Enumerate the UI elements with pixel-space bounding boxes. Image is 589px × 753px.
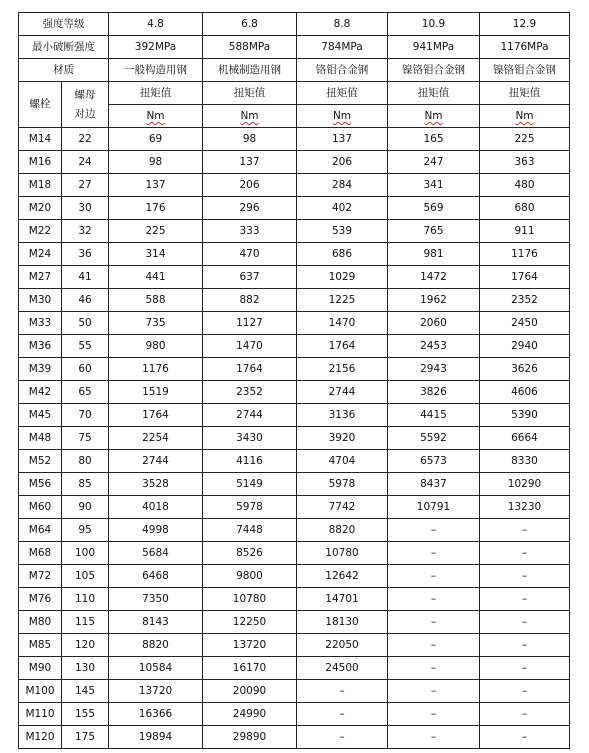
- torque-12-9-cell: –: [480, 680, 570, 703]
- torque-8-8-cell: 539: [297, 220, 388, 243]
- strength-cell: 1176MPa: [480, 36, 570, 59]
- table-row: [19, 404, 570, 427]
- nut-size-cell: 110: [62, 588, 109, 611]
- torque-12-9-cell: 363: [480, 151, 570, 174]
- torque-4-8-cell: 2744: [109, 450, 203, 473]
- torque-10-9-cell: 4415: [388, 404, 480, 427]
- torque-4-8-cell: 1519: [109, 381, 203, 404]
- material-label: 材质: [19, 59, 109, 82]
- torque-6-8-cell: 98: [203, 128, 297, 151]
- torque-4-8-cell: 225: [109, 220, 203, 243]
- nut-size-cell: 22: [62, 128, 109, 151]
- material-cell: 一般构造用钢: [109, 59, 203, 82]
- bolt-size-cell: M14: [19, 128, 62, 151]
- nut-size-cell: 50: [62, 312, 109, 335]
- bolt-size-cell: M24: [19, 243, 62, 266]
- torque-10-9-cell: 3826: [388, 381, 480, 404]
- torque-10-9-cell: 247: [388, 151, 480, 174]
- material-cell: 铬钼合金钢: [297, 59, 388, 82]
- table-row: [19, 243, 570, 266]
- torque-4-8-cell: 13720: [109, 680, 203, 703]
- torque-4-8-cell: 441: [109, 266, 203, 289]
- torque-12-9-cell: –: [480, 703, 570, 726]
- table-row: [19, 266, 570, 289]
- torque-8-8-cell: 1029: [297, 266, 388, 289]
- torque-6-8-cell: 7448: [203, 519, 297, 542]
- torque-10-9-cell: –: [388, 726, 480, 749]
- grade-cell: 4.8: [109, 13, 203, 36]
- torque-12-9-cell: 13230: [480, 496, 570, 519]
- torque-10-9-cell: 569: [388, 197, 480, 220]
- torque-8-8-cell: 3136: [297, 404, 388, 427]
- torque-6-8-cell: 1764: [203, 358, 297, 381]
- nut-size-cell: 155: [62, 703, 109, 726]
- torque-4-8-cell: 8820: [109, 634, 203, 657]
- nut-size-cell: 24: [62, 151, 109, 174]
- min-strength-label: 最小破断强度: [19, 36, 109, 59]
- table-row: [19, 726, 570, 749]
- torque-10-9-cell: 341: [388, 174, 480, 197]
- torque-8-8-cell: 1470: [297, 312, 388, 335]
- torque-6-8-cell: 2352: [203, 381, 297, 404]
- nut-size-cell: 65: [62, 381, 109, 404]
- bolt-size-cell: M80: [19, 611, 62, 634]
- torque-10-9-cell: 1472: [388, 266, 480, 289]
- nut-size-cell: 30: [62, 197, 109, 220]
- torque-4-8-cell: 16366: [109, 703, 203, 726]
- bolt-label: 螺栓: [19, 82, 62, 128]
- torque-12-9-cell: –: [480, 565, 570, 588]
- torque-label-row: [19, 82, 570, 105]
- torque-6-8-cell: 1470: [203, 335, 297, 358]
- torque-10-9-cell: 10791: [388, 496, 480, 519]
- bolt-size-cell: M27: [19, 266, 62, 289]
- strength-row: [19, 36, 570, 59]
- torque-4-8-cell: 1176: [109, 358, 203, 381]
- strength-cell: 588MPa: [203, 36, 297, 59]
- material-cell: 镍铬钼合金钢: [388, 59, 480, 82]
- grade-cell: 8.8: [297, 13, 388, 36]
- bolt-size-cell: M90: [19, 657, 62, 680]
- table-row: [19, 427, 570, 450]
- bolt-size-cell: M60: [19, 496, 62, 519]
- bolt-size-cell: M72: [19, 565, 62, 588]
- torque-12-9-cell: 2352: [480, 289, 570, 312]
- torque-10-9-cell: –: [388, 519, 480, 542]
- bolt-size-cell: M76: [19, 588, 62, 611]
- torque-10-9-cell: 2453: [388, 335, 480, 358]
- nut-size-cell: 27: [62, 174, 109, 197]
- torque-10-9-cell: –: [388, 611, 480, 634]
- torque-6-8-cell: 5978: [203, 496, 297, 519]
- torque-8-8-cell: 22050: [297, 634, 388, 657]
- grade-cell: 10.9: [388, 13, 480, 36]
- table-row: [19, 128, 570, 151]
- torque-4-8-cell: 4998: [109, 519, 203, 542]
- torque-6-8-cell: 10780: [203, 588, 297, 611]
- table-row: [19, 542, 570, 565]
- torque-4-8-cell: 314: [109, 243, 203, 266]
- torque-10-9-cell: 1962: [388, 289, 480, 312]
- grade-row: [19, 13, 570, 36]
- torque-8-8-cell: 2744: [297, 381, 388, 404]
- bolt-size-cell: M42: [19, 381, 62, 404]
- torque-10-9-cell: 2060: [388, 312, 480, 335]
- strength-cell: 784MPa: [297, 36, 388, 59]
- torque-10-9-cell: 5592: [388, 427, 480, 450]
- torque-6-8-cell: 333: [203, 220, 297, 243]
- table-row: [19, 634, 570, 657]
- unit-cell: [388, 105, 480, 128]
- nut-size-cell: 130: [62, 657, 109, 680]
- table-row: [19, 174, 570, 197]
- torque-12-9-cell: 4606: [480, 381, 570, 404]
- torque-12-9-cell: –: [480, 542, 570, 565]
- torque-6-8-cell: 8526: [203, 542, 297, 565]
- torque-8-8-cell: 10780: [297, 542, 388, 565]
- table-row: [19, 473, 570, 496]
- torque-12-9-cell: –: [480, 726, 570, 749]
- torque-12-9-cell: 680: [480, 197, 570, 220]
- bolt-size-cell: M30: [19, 289, 62, 312]
- table-row: [19, 496, 570, 519]
- torque-10-9-cell: 765: [388, 220, 480, 243]
- nut-size-cell: 70: [62, 404, 109, 427]
- torque-8-8-cell: 284: [297, 174, 388, 197]
- torque-4-8-cell: 2254: [109, 427, 203, 450]
- torque-8-8-cell: 18130: [297, 611, 388, 634]
- torque-8-8-cell: –: [297, 703, 388, 726]
- torque-label: 扭矩值: [388, 82, 480, 105]
- torque-10-9-cell: –: [388, 634, 480, 657]
- bolt-size-cell: M16: [19, 151, 62, 174]
- table-row: [19, 381, 570, 404]
- nut-size-cell: 85: [62, 473, 109, 496]
- strength-cell: 941MPa: [388, 36, 480, 59]
- table-row: [19, 151, 570, 174]
- bolt-size-cell: M45: [19, 404, 62, 427]
- strength-cell: 392MPa: [109, 36, 203, 59]
- torque-12-9-cell: –: [480, 588, 570, 611]
- table-row: [19, 588, 570, 611]
- unit-cell: [203, 105, 297, 128]
- torque-4-8-cell: 980: [109, 335, 203, 358]
- nut-size-cell: 100: [62, 542, 109, 565]
- nut-size-cell: 75: [62, 427, 109, 450]
- table-row: [19, 703, 570, 726]
- torque-12-9-cell: 225: [480, 128, 570, 151]
- torque-6-8-cell: 1127: [203, 312, 297, 335]
- torque-12-9-cell: 3626: [480, 358, 570, 381]
- torque-6-8-cell: 5149: [203, 473, 297, 496]
- torque-label: 扭矩值: [109, 82, 203, 105]
- torque-8-8-cell: 12642: [297, 565, 388, 588]
- table-row: [19, 197, 570, 220]
- torque-6-8-cell: 637: [203, 266, 297, 289]
- nut-size-cell: 175: [62, 726, 109, 749]
- unit-cell: [480, 105, 570, 128]
- torque-4-8-cell: 4018: [109, 496, 203, 519]
- nut-size-cell: 105: [62, 565, 109, 588]
- bolt-size-cell: M48: [19, 427, 62, 450]
- torque-8-8-cell: 7742: [297, 496, 388, 519]
- table-row: [19, 358, 570, 381]
- torque-6-8-cell: 24990: [203, 703, 297, 726]
- bolt-size-cell: M110: [19, 703, 62, 726]
- nut-size-cell: 90: [62, 496, 109, 519]
- torque-4-8-cell: 137: [109, 174, 203, 197]
- torque-8-8-cell: 3920: [297, 427, 388, 450]
- torque-4-8-cell: 588: [109, 289, 203, 312]
- torque-12-9-cell: 10290: [480, 473, 570, 496]
- torque-4-8-cell: 6468: [109, 565, 203, 588]
- nut-size-cell: 32: [62, 220, 109, 243]
- torque-label: 扭矩值: [480, 82, 570, 105]
- torque-4-8-cell: 3528: [109, 473, 203, 496]
- torque-10-9-cell: –: [388, 657, 480, 680]
- torque-12-9-cell: 6664: [480, 427, 570, 450]
- torque-8-8-cell: 5978: [297, 473, 388, 496]
- unit-label: Nm: [146, 109, 165, 122]
- torque-4-8-cell: 735: [109, 312, 203, 335]
- torque-6-8-cell: 20090: [203, 680, 297, 703]
- torque-8-8-cell: 1225: [297, 289, 388, 312]
- bolt-size-cell: M100: [19, 680, 62, 703]
- nut-size-cell: 145: [62, 680, 109, 703]
- bolt-size-cell: M52: [19, 450, 62, 473]
- torque-10-9-cell: –: [388, 588, 480, 611]
- torque-10-9-cell: 6573: [388, 450, 480, 473]
- torque-12-9-cell: 480: [480, 174, 570, 197]
- torque-6-8-cell: 2744: [203, 404, 297, 427]
- torque-4-8-cell: 176: [109, 197, 203, 220]
- torque-4-8-cell: 98: [109, 151, 203, 174]
- torque-10-9-cell: –: [388, 680, 480, 703]
- unit-label: Nm: [240, 109, 259, 122]
- torque-12-9-cell: –: [480, 519, 570, 542]
- torque-label: 扭矩值: [297, 82, 388, 105]
- material-cell: 镍铬钼合金钢: [480, 59, 570, 82]
- torque-8-8-cell: 14701: [297, 588, 388, 611]
- grade-label: 强度等级: [19, 13, 109, 36]
- torque-8-8-cell: 686: [297, 243, 388, 266]
- torque-4-8-cell: 19894: [109, 726, 203, 749]
- bolt-size-cell: M36: [19, 335, 62, 358]
- bolt-size-cell: M18: [19, 174, 62, 197]
- torque-12-9-cell: –: [480, 657, 570, 680]
- torque-8-8-cell: 24500: [297, 657, 388, 680]
- torque-8-8-cell: 137: [297, 128, 388, 151]
- torque-12-9-cell: 2940: [480, 335, 570, 358]
- torque-10-9-cell: 165: [388, 128, 480, 151]
- nut-size-cell: 115: [62, 611, 109, 634]
- nut-size-cell: 120: [62, 634, 109, 657]
- bolt-size-cell: M20: [19, 197, 62, 220]
- unit-cell: [109, 105, 203, 128]
- bolt-size-cell: M85: [19, 634, 62, 657]
- torque-6-8-cell: 3430: [203, 427, 297, 450]
- torque-8-8-cell: 2156: [297, 358, 388, 381]
- torque-6-8-cell: 4116: [203, 450, 297, 473]
- bolt-size-cell: M56: [19, 473, 62, 496]
- nut-size-cell: 55: [62, 335, 109, 358]
- table-row: [19, 220, 570, 243]
- torque-6-8-cell: 29890: [203, 726, 297, 749]
- nut-label-line2: 对边: [74, 107, 96, 120]
- torque-4-8-cell: 1764: [109, 404, 203, 427]
- torque-8-8-cell: 402: [297, 197, 388, 220]
- torque-12-9-cell: 8330: [480, 450, 570, 473]
- torque-4-8-cell: 8143: [109, 611, 203, 634]
- nut-size-cell: 60: [62, 358, 109, 381]
- unit-label: Nm: [515, 109, 534, 122]
- torque-6-8-cell: 470: [203, 243, 297, 266]
- torque-12-9-cell: 911: [480, 220, 570, 243]
- torque-8-8-cell: 1764: [297, 335, 388, 358]
- torque-10-9-cell: 2943: [388, 358, 480, 381]
- nut-size-cell: 80: [62, 450, 109, 473]
- torque-6-8-cell: 13720: [203, 634, 297, 657]
- torque-12-9-cell: 1176: [480, 243, 570, 266]
- table-row: [19, 611, 570, 634]
- torque-table: [18, 12, 570, 749]
- table-row: [19, 450, 570, 473]
- bolt-size-cell: M68: [19, 542, 62, 565]
- nut-size-cell: 46: [62, 289, 109, 312]
- table-row: [19, 565, 570, 588]
- torque-label: 扭矩值: [203, 82, 297, 105]
- table-row: [19, 289, 570, 312]
- torque-8-8-cell: –: [297, 726, 388, 749]
- torque-4-8-cell: 10584: [109, 657, 203, 680]
- torque-4-8-cell: 69: [109, 128, 203, 151]
- torque-10-9-cell: –: [388, 703, 480, 726]
- torque-8-8-cell: 8820: [297, 519, 388, 542]
- nut-label: [62, 82, 109, 128]
- bolt-size-cell: M22: [19, 220, 62, 243]
- grade-cell: 12.9: [480, 13, 570, 36]
- torque-12-9-cell: 1764: [480, 266, 570, 289]
- bolt-size-cell: M120: [19, 726, 62, 749]
- torque-4-8-cell: 5684: [109, 542, 203, 565]
- bolt-size-cell: M64: [19, 519, 62, 542]
- bolt-size-cell: M39: [19, 358, 62, 381]
- torque-6-8-cell: 137: [203, 151, 297, 174]
- torque-10-9-cell: 8437: [388, 473, 480, 496]
- torque-6-8-cell: 882: [203, 289, 297, 312]
- material-row: [19, 59, 570, 82]
- torque-12-9-cell: –: [480, 634, 570, 657]
- torque-6-8-cell: 16170: [203, 657, 297, 680]
- torque-8-8-cell: –: [297, 680, 388, 703]
- torque-4-8-cell: 7350: [109, 588, 203, 611]
- nut-size-cell: 95: [62, 519, 109, 542]
- torque-6-8-cell: 206: [203, 174, 297, 197]
- unit-label: Nm: [424, 109, 443, 122]
- torque-10-9-cell: –: [388, 565, 480, 588]
- unit-label: Nm: [332, 109, 352, 122]
- table-row: [19, 680, 570, 703]
- torque-8-8-cell: 4704: [297, 450, 388, 473]
- table-row: [19, 519, 570, 542]
- grade-cell: 6.8: [203, 13, 297, 36]
- torque-6-8-cell: 12250: [203, 611, 297, 634]
- torque-12-9-cell: –: [480, 611, 570, 634]
- bolt-size-cell: M33: [19, 312, 62, 335]
- torque-6-8-cell: 296: [203, 197, 297, 220]
- torque-10-9-cell: 981: [388, 243, 480, 266]
- nut-size-cell: 41: [62, 266, 109, 289]
- torque-6-8-cell: 9800: [203, 565, 297, 588]
- unit-cell: [297, 105, 388, 128]
- torque-12-9-cell: 2450: [480, 312, 570, 335]
- nut-size-cell: 36: [62, 243, 109, 266]
- torque-10-9-cell: –: [388, 542, 480, 565]
- torque-8-8-cell: 206: [297, 151, 388, 174]
- material-cell: 机械制造用钢: [203, 59, 297, 82]
- torque-12-9-cell: 5390: [480, 404, 570, 427]
- table-row: [19, 657, 570, 680]
- table-row: [19, 335, 570, 358]
- table-row: [19, 312, 570, 335]
- nut-label-line1: 螺母: [74, 89, 96, 101]
